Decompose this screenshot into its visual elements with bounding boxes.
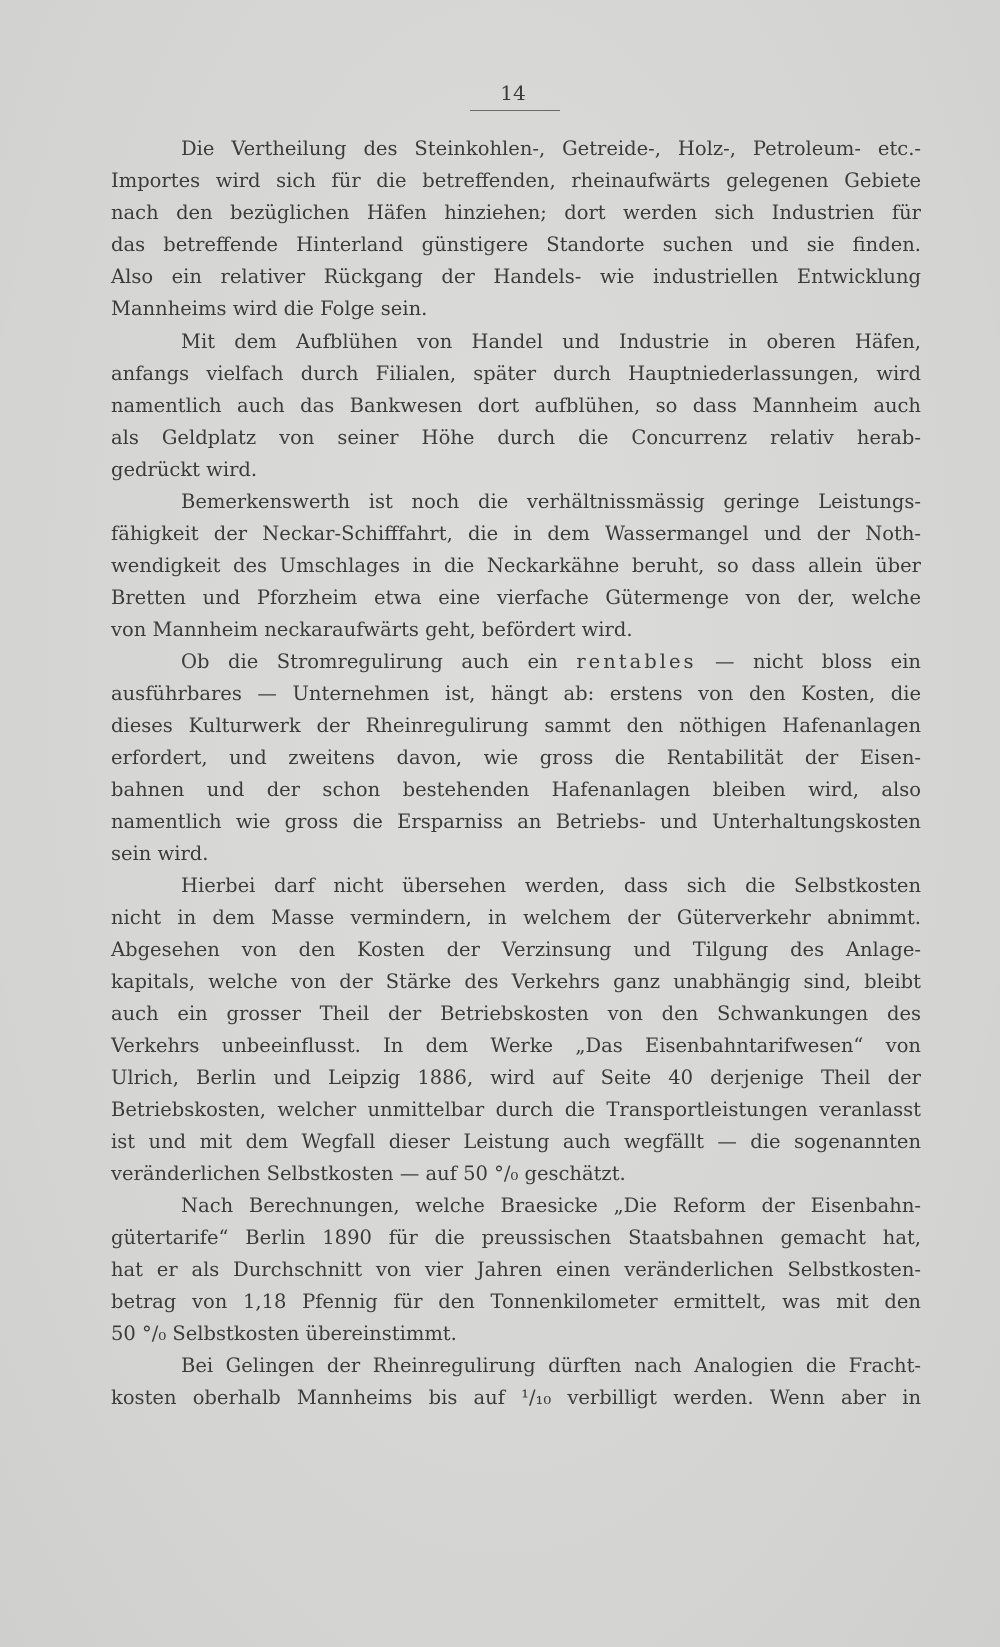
text-line: fähigkeit der Neckar-Schifffahrt, die in dem Wassermangel und der Noth- [111,522,921,545]
text-line: erfordert, und zweitens davon, wie gross die Rentabilität der Eisen- [111,746,921,769]
text-line: gedrückt wird. [111,458,258,481]
text-line: 50 °/₀ Selbstkosten übereinstimmt. [111,1322,457,1345]
text-line: veränderlichen Selbstkosten — auf 50 °/₀ geschätzt. [111,1162,626,1185]
text-line: als Geldplatz von seiner Höhe durch die Concurrenz relativ herab- [111,426,921,449]
text-line: Betriebskosten, welcher unmittelbar durch die Transportleistungen veranlasst [111,1098,921,1121]
text-line: gütertarife“ Berlin 1890 für die preussischen Staatsbahnen gemacht hat, [111,1226,921,1249]
text-line: Ulrich, Berlin und Leipzig 1886, wird auf Seite 40 derjenige Theil der [111,1066,921,1089]
text-line: Also ein relativer Rückgang der Handels- wie industriellen Entwicklung [111,265,921,288]
text-line: Ob die Stromregulirung auch ein rentables — nicht bloss ein [181,650,921,673]
text-line: namentlich auch das Bankwesen dort aufblühen, so dass Mannheim auch [111,394,921,417]
text-line: Bei Gelingen der Rheinregulirung dürften nach Analogien die Fracht- [181,1354,921,1377]
text-line: hat er als Durchschnitt von vier Jahren einen veränderlichen Selbstkosten- [111,1258,921,1281]
text-line: dieses Kulturwerk der Rheinregulirung sammt den nöthigen Hafenanlagen [111,714,921,737]
text-line: auch ein grosser Theil der Betriebskosten von den Schwankungen des [111,1002,921,1025]
text-line: betrag von 1,18 Pfennig für den Tonnenkilometer ermittelt, was mit den [111,1290,921,1313]
text-line: Mit dem Aufblühen von Handel und Industrie in oberen Häfen, [181,330,921,353]
text-line: kosten oberhalb Mannheims bis auf ¹/₁₀ verbilligt werden. Wenn aber in [111,1386,921,1409]
text-line: Hierbei darf nicht übersehen werden, dass sich die Selbstkosten [181,874,921,897]
page-number-rule [470,110,560,111]
text-line: Importes wird sich für die betreffenden, rheinaufwärts gelegenen Gebiete [111,169,921,192]
text-line: anfangs vielfach durch Filialen, später durch Hauptniederlassungen, wird [111,362,921,385]
text-line: Die Vertheilung des Steinkohlen-, Getreide-, Holz-, Petroleum- etc.- [181,137,921,160]
text-line: Verkehrs unbeeinflusst. In dem Werke „Das Eisenbahntarifwesen“ von [111,1034,921,1057]
text-line: Bretten und Pforzheim etwa eine vierfache Gütermenge von der, welche [111,586,921,609]
page-number: 14 [500,81,526,105]
text-line: kapitals, welche von der Stärke des Verkehrs ganz unabhängig sind, bleibt [111,970,921,993]
text-line: namentlich wie gross die Ersparniss an Betriebs- und Unterhaltungskosten [111,810,921,833]
text-line: sein wird. [111,842,209,865]
text-line: ausführbares — Unternehmen ist, hängt ab: erstens von den Kosten, die [111,682,921,705]
text-line: Abgesehen von den Kosten der Verzinsung und Tilgung des Anlage- [111,938,921,961]
text-line: von Mannheim neckaraufwärts geht, befördert wird. [111,618,633,641]
text-line: Nach Berechnungen, welche Braesicke „Die Reform der Eisenbahn- [181,1194,921,1217]
text-line: Mannheims wird die Folge sein. [111,297,428,320]
text-line: bahnen und der schon bestehenden Hafenanlagen bleiben wird, also [111,778,921,801]
text-line: ist und mit dem Wegfall dieser Leistung auch wegfällt — die sogenannten [111,1130,921,1153]
text-line: nicht in dem Masse vermindern, in welchem der Güterverkehr abnimmt. [111,906,921,929]
text-line: das betreffende Hinterland günstigere Standorte suchen und sie finden. [111,233,921,256]
text-line: nach den bezüglichen Häfen hinziehen; dort werden sich Industrien für [111,201,921,224]
text-line: Bemerkenswerth ist noch die verhältnissmässig geringe Leistungs- [181,490,921,513]
text-line: wendigkeit des Umschlages in die Neckarkähne beruht, so dass allein über [111,554,921,577]
